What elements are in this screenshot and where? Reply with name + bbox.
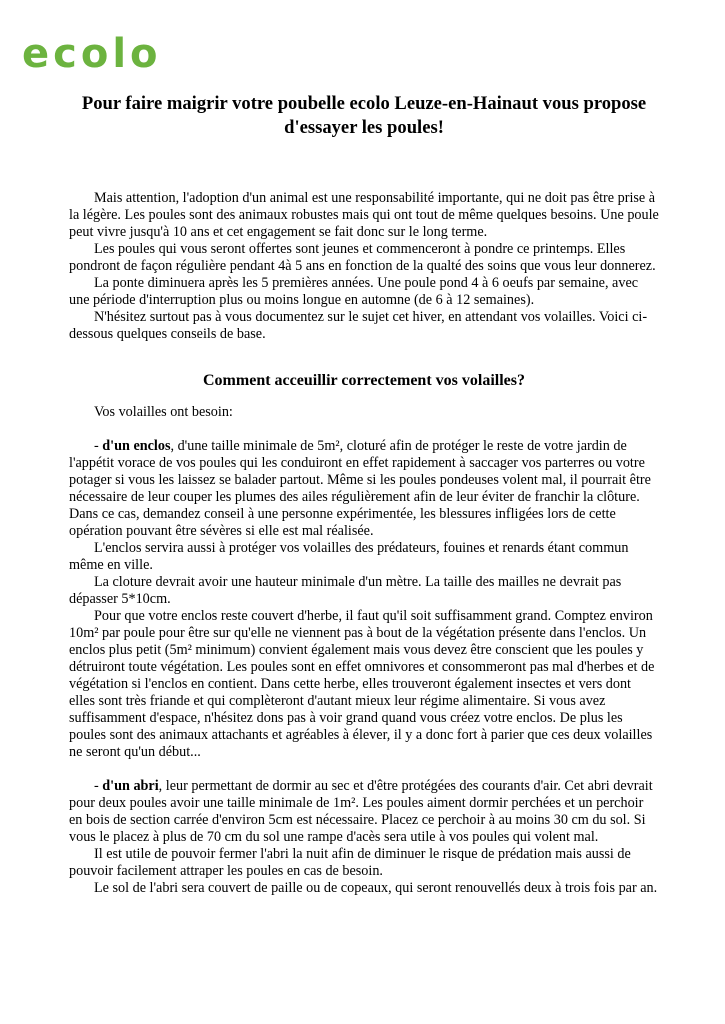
enclos-dash: -: [94, 438, 103, 454]
ecolo-logo: [22, 34, 206, 74]
abri-section: [69, 778, 659, 897]
intro-paragraph: N'hésitez surtout pas à vous documentez sur le sujet cet hiver, en attendant vos volailles. Voici ci-dessous quelques conseils de base.: [69, 309, 648, 342]
intro-paragraph: La ponte diminuera après les 5 premières années. Une poule pond 4 à 6 oeufs par semaine, avec une période d'interruption plus ou moins longue en automne (de 6 à 12 semaines).: [69, 275, 639, 308]
intro-section: [69, 190, 659, 343]
abri-paragraph: Le sol de l'abri sera couvert de paille ou de copeaux, qui seront renouvellés deux à trois fois par an.: [94, 880, 658, 896]
abri-term: d'un abri: [102, 778, 159, 794]
enclos-paragraph: L'enclos servira aussi à protéger vos volailles des prédateurs, fouines et renards étant commun même en ville.: [69, 540, 629, 573]
abri-lead-paragraph: [69, 778, 659, 846]
enclos-term: d'un enclos: [102, 438, 171, 454]
intro-paragraph: Les poules qui vous seront offertes sont jeunes et commenceront à pondre ce printemps. Elles pondront de façon régulière pendant 4à 5 ans en fonction de la qualté des soins que vous leur donnerez.: [69, 241, 656, 274]
enclos-lead-text: , d'une taille minimale de 5m², cloturé afin de protéger le reste de votre jardin de l'appétit vorace de vos poules qui les conduiront en effet rapidement à saccager vos parterres ou votre potager si vous les laissez se balader partout. Même si les poules pondeuses volent mal, il pourrait être nécessaire de leur couper les plumes des ailes régulièrement afin de leur éviter de franchir la clôture. Dans ce cas, demandez conseil à une personne expérimentée, les blessures infligées lors de cette opération pouvant être sévères si elle est mal réalisée.: [69, 438, 651, 539]
enclos-section: [69, 438, 659, 761]
abri-dash: -: [94, 778, 103, 794]
abri-lead-text: , leur permettant de dormir au sec et d'être protégées des courants d'air. Cet abri devrait pour deux poules avoir une taille minimale de 1m². Les poules aiment dormir perchées et un perchoir en bois de section carrée d'environ 5cm est nécessaire. Placez ce perchoir à au moins 30 cm du sol. Si vous le placez à plus de 70 cm du sol une rampe d'acès sera utile à vos poules qui volent mal.: [69, 778, 653, 845]
intro-paragraph: Mais attention, l'adoption d'un animal est une responsabilité importante, qui ne doit pas être prise à la légère. Les poules sont des animaux robustes mais qui ont tout de même quelques besoins. Une poule peut vivre jusqu'à 10 ans et cet engagement se fait donc sur le long terme.: [69, 190, 659, 240]
page-title: Pour faire maigrir votre poubelle ecolo Leuze-en-Hainaut vous propose d'essayer les poules!: [81, 93, 647, 138]
enclos-paragraph: La cloture devrait avoir une hauteur minimale d'un mètre. La taille des mailles ne devrait pas dépasser 5*10cm.: [69, 574, 622, 607]
section-heading: Comment acceuillir correctement vos volailles?: [203, 372, 525, 389]
enclos-lead-paragraph: [69, 438, 659, 540]
needs-intro: Vos volailles ont besoin:: [94, 404, 233, 420]
document-body: [69, 92, 659, 897]
enclos-paragraph: Pour que votre enclos reste couvert d'herbe, il faut qu'il soit suffisamment grand. Comptez environ 10m² par poule pour être sur qu'elle ne viennent pas à bout de la végétation présente dans l'enclos. Un enclos plus petit (5m² minimum) convient également mais vous devez être conscient que les poules y détruiront toute végétation. Les poules sont en effet omnivores et consommeront pas mal d'herbes et de végétation si l'enclos en contient. Dans cette herbe, elles trouveront également insectes et vers dont elles sont très friande et qui complèteront d'autant mieux leur régime alimentaire. Si vous avez suffisamment d'espace, n'hésitez dons pas à voir grand quand vous créez votre enclos. De plus les poules sont des animaux attachants et agréables à élever, il y a donc fort à parier que ces deux volailles ne seront qu'un début...: [69, 608, 655, 760]
ecolo-logo-text: ecolo: [22, 34, 162, 74]
abri-paragraph: Il est utile de pouvoir fermer l'abri la nuit afin de diminuer le risque de prédation mais aussi de pouvoir facilement attraper les poules en cas de besoin.: [69, 846, 631, 879]
